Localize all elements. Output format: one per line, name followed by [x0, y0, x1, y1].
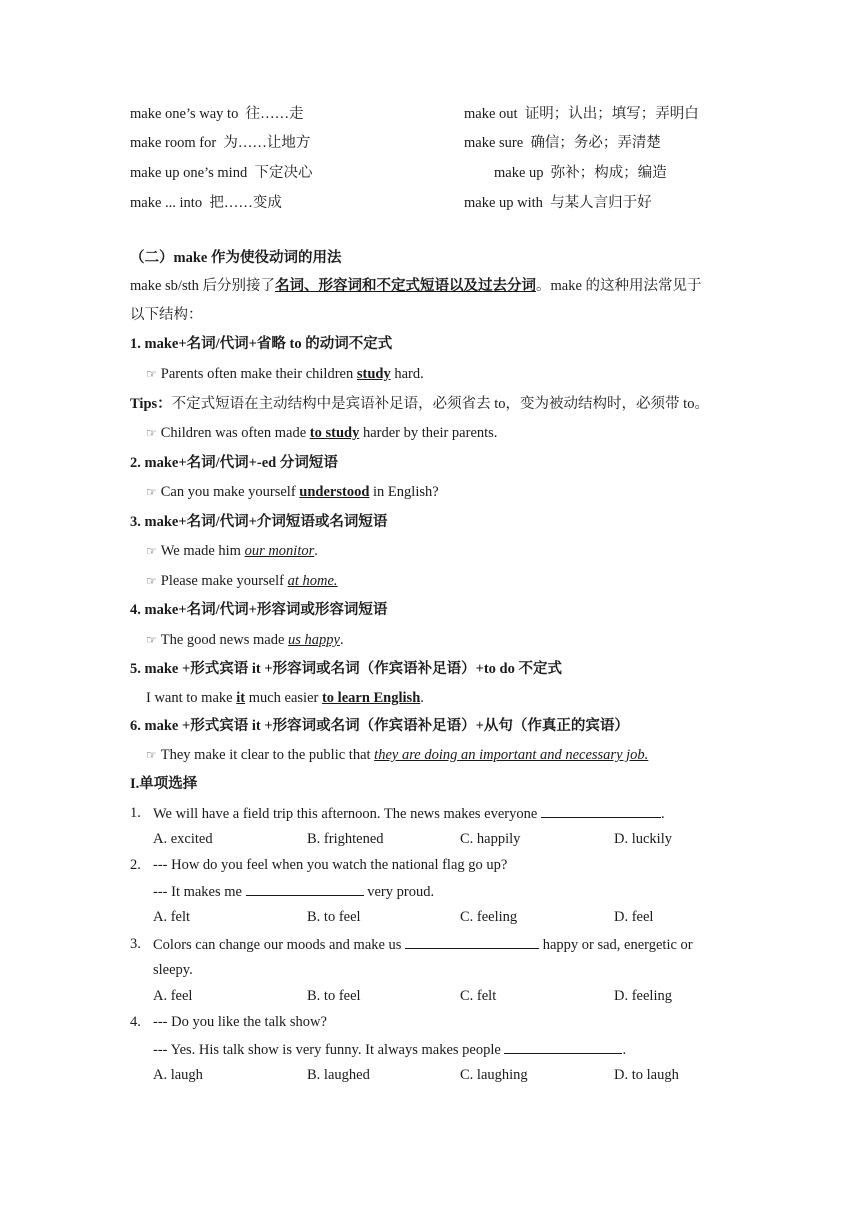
structure-title: 3. make+名词/代词+介词短语或名词短语	[130, 514, 388, 530]
option-b[interactable]: B. to feel	[307, 988, 361, 1004]
example-highlight: at home.	[287, 573, 338, 589]
phrase-en: make sure	[464, 135, 524, 151]
question-text: --- How do you feel when you watch the national flag go up?	[153, 857, 508, 873]
example-text: in English?	[369, 484, 439, 500]
phrase-en: make out	[464, 106, 518, 122]
example-text: Parents often make their children	[160, 366, 357, 382]
option-a[interactable]: A. feel	[153, 988, 193, 1004]
phrase-zh: 证明；认出；填写；弄明白	[524, 106, 699, 122]
example-text: much easier	[245, 690, 322, 706]
phrase-zh: 为……让地方	[223, 135, 311, 151]
structure-title: 2. make+名词/代词+-ed 分词短语	[130, 455, 338, 471]
option-b[interactable]: B. to feel	[307, 909, 361, 925]
example-highlight: to study	[309, 425, 360, 441]
example-text: .	[314, 543, 318, 559]
phrase-item	[494, 163, 667, 183]
example-highlight: it	[236, 690, 246, 706]
intro-text: 。make 的这种用法常见于	[536, 278, 702, 294]
option-d[interactable]: D. feel	[614, 909, 654, 925]
option-c[interactable]: C. felt	[460, 988, 497, 1004]
example-highlight: understood	[299, 484, 370, 500]
option-b[interactable]: B. frightened	[307, 831, 384, 847]
example-text: They make it clear to the public that	[160, 747, 375, 763]
phrase-zh: 往……走	[245, 106, 304, 122]
phrase-en: make up	[494, 165, 544, 181]
question-text: --- Do you like the talk show?	[153, 1014, 327, 1030]
question-stem: --- Yes. His talk show is very funny. It always makes people	[153, 1042, 505, 1058]
example-text: hard.	[390, 366, 424, 382]
question-stem: We will have a field trip this afternoon. The news makes everyone	[153, 806, 541, 822]
option-c[interactable]: C. happily	[460, 831, 521, 847]
example-highlight: our monitor	[244, 543, 315, 559]
example-sentence	[146, 630, 344, 650]
question-stem: --- It makes me	[153, 884, 246, 900]
question-number: 3.	[130, 936, 141, 952]
question-text: sleepy.	[153, 962, 193, 978]
phrase-item	[130, 133, 310, 153]
example-sentence	[146, 541, 318, 561]
option-d[interactable]: D. luckily	[614, 831, 672, 847]
option-a[interactable]: A. laugh	[153, 1067, 203, 1083]
example-text: I want to make	[146, 690, 237, 706]
phrase-item	[464, 133, 661, 153]
example-text: Please make yourself	[160, 573, 288, 589]
phrase-zh: 确信；务必；弄清楚	[530, 135, 661, 151]
phrase-item	[464, 193, 652, 213]
question-stem: happy or sad, energetic or	[539, 937, 693, 953]
tips-line	[130, 394, 709, 414]
pointing-hand-icon: ☞	[146, 544, 157, 558]
answer-blank[interactable]	[504, 1039, 622, 1054]
option-b[interactable]: B. laughed	[307, 1067, 370, 1083]
pointing-hand-icon: ☞	[146, 748, 157, 762]
pointing-hand-icon: ☞	[146, 633, 157, 647]
example-text: .	[339, 632, 344, 648]
question-stem: .	[660, 806, 665, 822]
pointing-hand-icon: ☞	[146, 574, 157, 588]
example-sentence	[146, 482, 439, 502]
pointing-hand-icon: ☞	[146, 367, 157, 381]
example-sentence	[146, 364, 424, 384]
option-d[interactable]: D. to laugh	[614, 1067, 679, 1083]
intro-continuation: 以下结构：	[130, 307, 203, 323]
example-text: harder by their parents.	[359, 425, 498, 441]
structure-title: 4. make+名词/代词+形容词或形容词短语	[130, 602, 388, 618]
example-text: The good news made	[160, 632, 289, 648]
question-text	[153, 1039, 626, 1060]
question-text	[153, 934, 693, 955]
structure-title: 6. make +形式宾语 it +形容词或名词（作宾语补足语）+从句（作真正的宾语）	[130, 718, 629, 734]
structure-title: 5. make +形式宾语 it +形容词或名词（作宾语补足语）+to do 不定式	[130, 661, 562, 677]
example-highlight: they are doing an important and necessary job.	[374, 747, 649, 763]
phrase-item	[464, 104, 699, 124]
phrase-zh: 把……变成	[209, 195, 282, 211]
phrase-item	[130, 193, 282, 213]
phrase-en: make ... into	[130, 195, 203, 211]
intro-text: make sb/sth 后分别接了	[130, 278, 275, 294]
tips-text: 不定式短语在主动结构中是宾语补足语，必须省去 to，变为被动结构时，必须带 to。	[171, 396, 709, 412]
answer-blank[interactable]	[246, 881, 364, 896]
example-text: Can you make yourself	[160, 484, 300, 500]
example-text: .	[420, 690, 424, 706]
example-highlight: to learn English	[321, 690, 421, 706]
question-number: 2.	[130, 857, 141, 873]
question-number: 1.	[130, 805, 141, 821]
question-text	[153, 803, 665, 824]
option-c[interactable]: C. laughing	[460, 1067, 528, 1083]
option-a[interactable]: A. excited	[153, 831, 213, 847]
section-heading: （二）make 作为使役动词的用法	[130, 250, 342, 266]
answer-blank[interactable]	[405, 934, 539, 949]
example-sentence	[146, 571, 338, 591]
phrase-zh: 与某人言归于好	[550, 195, 652, 211]
example-sentence	[146, 423, 497, 443]
phrase-en: make one’s way to	[130, 106, 239, 122]
example-sentence	[146, 688, 424, 708]
tips-label: Tips：	[130, 396, 172, 412]
exercise-heading: I.单项选择	[130, 776, 198, 792]
phrase-zh: 弥补；构成；编造	[550, 165, 667, 181]
answer-blank[interactable]	[541, 803, 661, 818]
example-highlight: study	[356, 366, 391, 382]
intro-paragraph	[130, 276, 702, 296]
question-text	[153, 881, 434, 902]
question-number: 4.	[130, 1014, 141, 1030]
structure-title: 1. make+名词/代词+省略 to 的动词不定式	[130, 336, 393, 352]
intro-emphasis: 名词、形容词和不定式短语以及过去分词	[275, 278, 536, 294]
option-d[interactable]: D. feeling	[614, 988, 672, 1004]
phrase-item	[130, 104, 304, 124]
phrase-zh: 下定决心	[254, 165, 313, 181]
phrase-en: make up one’s mind	[130, 165, 248, 181]
pointing-hand-icon: ☞	[146, 426, 157, 440]
phrase-en: make up with	[464, 195, 543, 211]
option-a[interactable]: A. felt	[153, 909, 191, 925]
option-c[interactable]: C. feeling	[460, 909, 518, 925]
phrase-item	[130, 163, 312, 183]
question-stem: .	[622, 1042, 627, 1058]
example-highlight: us happy	[288, 632, 340, 648]
example-sentence	[146, 745, 648, 765]
pointing-hand-icon: ☞	[146, 485, 157, 499]
phrase-en: make room for	[130, 135, 217, 151]
example-text: Children was often made	[160, 425, 310, 441]
question-stem: Colors can change our moods and make us	[153, 937, 406, 953]
question-stem: very proud.	[363, 884, 435, 900]
example-text: We made him	[160, 543, 245, 559]
